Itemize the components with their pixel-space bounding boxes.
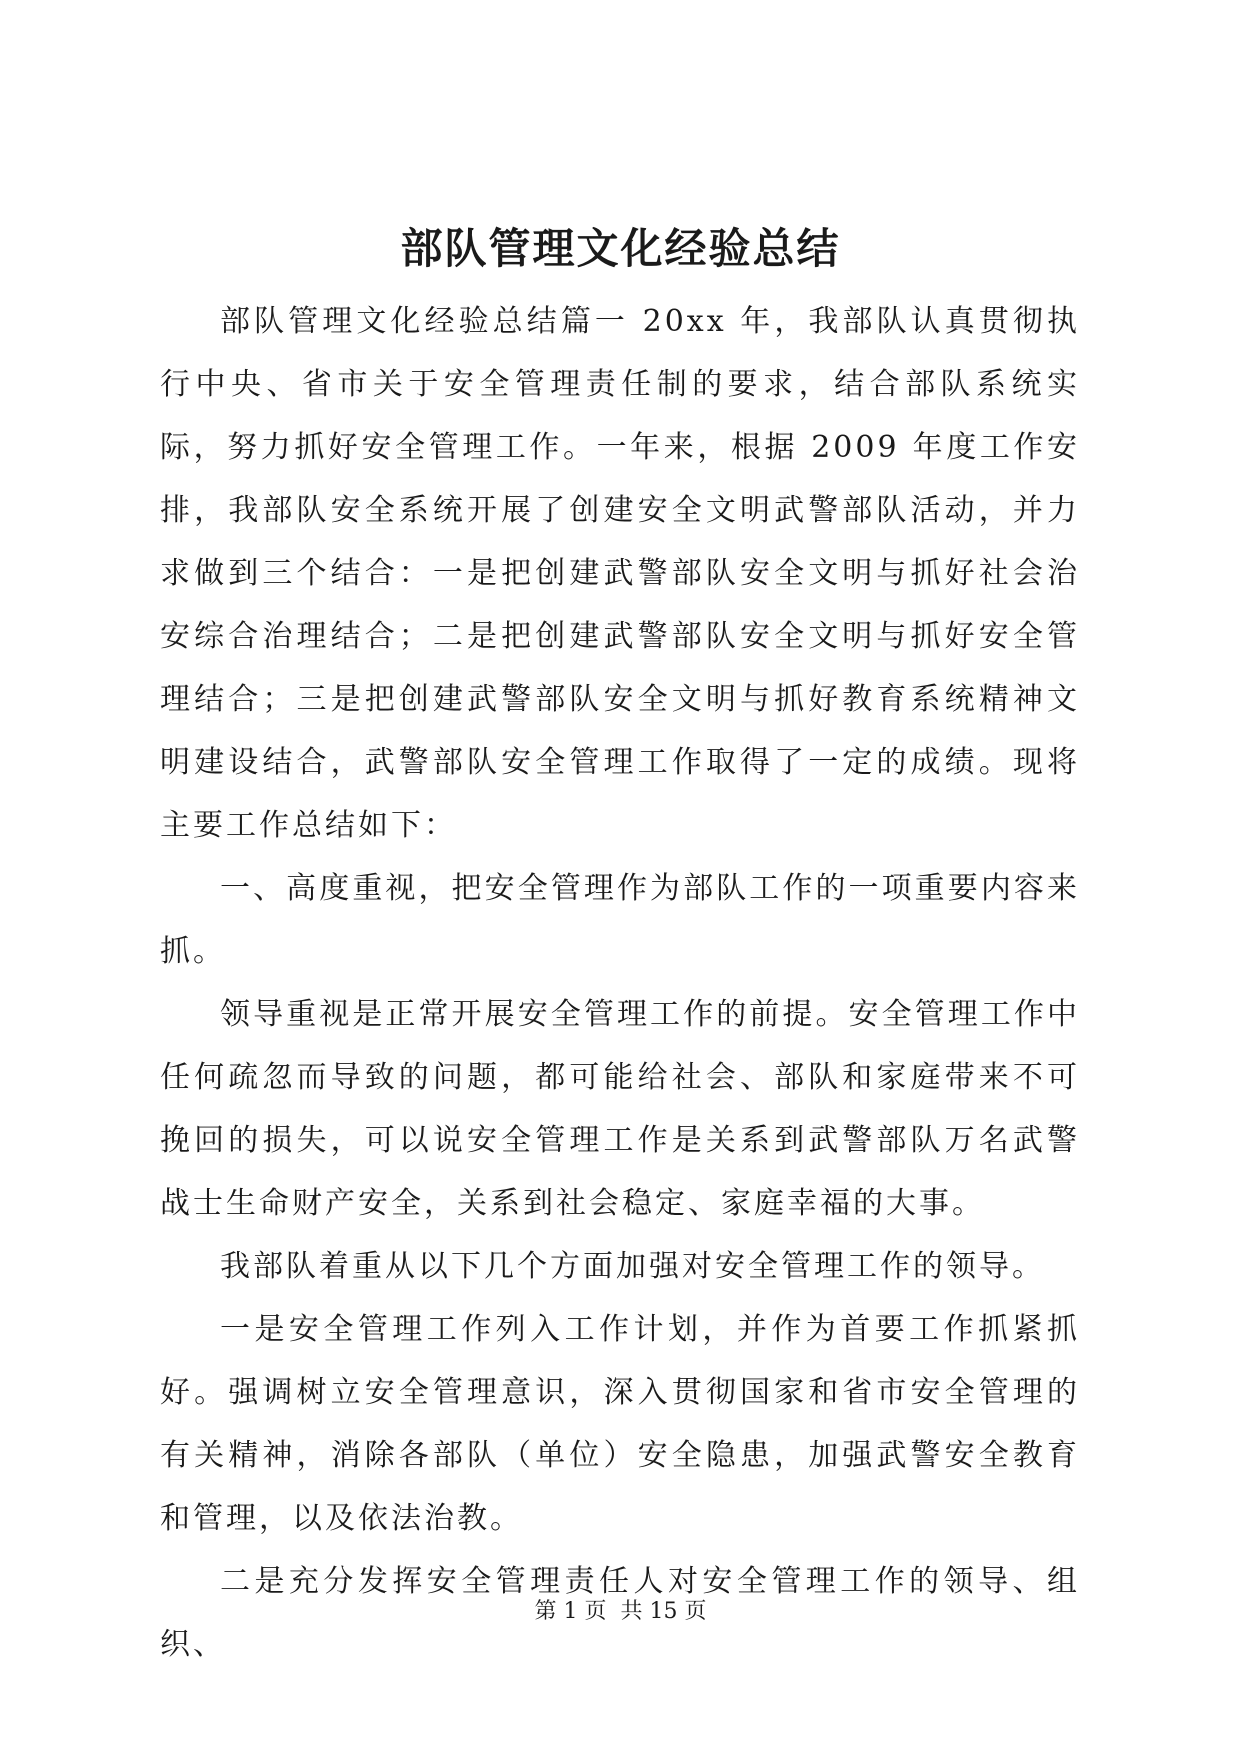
document-body xyxy=(160,290,1080,1676)
paragraph: 我部队着重从以下几个方面加强对安全管理工作的领导。 xyxy=(220,1249,1045,1284)
paragraph: 领导重视是正常开展安全管理工作的前提。安全管理工作中任何疏忽而导致的问题，都可能给社会、部队和家庭带来不可挽回的损失，可以说安全管理工作是关系到武警部队万名武警战士生命财产安全，关系到社会稳定、家庭幸福的大事。 xyxy=(160,997,1080,1221)
paragraph: 部队管理文化经验总结篇一 20xx 年，我部队认真贯彻执行中央、省市关于安全管理责任制的要求，结合部队系统实际，努力抓好安全管理工作。一年来，根据 2009 年度工作安排，我部队安全系统开展了创建安全文明武警部队活动，并力求做到三个结合：一是把创建武警部队安全文明与抓好社会治安综合治理结合；二是把创建武警部队安全文明与抓好安全管理结合；三是把创建武警部队安全文明与抓好教育系统精神文明建设结合，武警部队安全管理工作取得了一定的成绩。现将主要工作总结如下： xyxy=(160,304,1080,843)
paragraph: 二是充分发挥安全管理责任人对安全管理工作的领导、组织、 xyxy=(160,1564,1080,1662)
document-title: 部队管理文化经验总结 xyxy=(400,224,841,273)
page-footer xyxy=(0,1597,1241,1627)
paragraph: 一是安全管理工作列入工作计划，并作为首要工作抓紧抓好。强调树立安全管理意识，深入贯彻国家和省市安全管理的有关精神，消除各部队（单位）安全隐患，加强武警安全教育和管理，以及依法治教。 xyxy=(160,1312,1080,1536)
page-number-label: 第 1 页 共 15 页 xyxy=(534,1599,707,1624)
paragraph: 一、高度重视，把安全管理作为部队工作的一项重要内容来抓。 xyxy=(160,871,1080,969)
